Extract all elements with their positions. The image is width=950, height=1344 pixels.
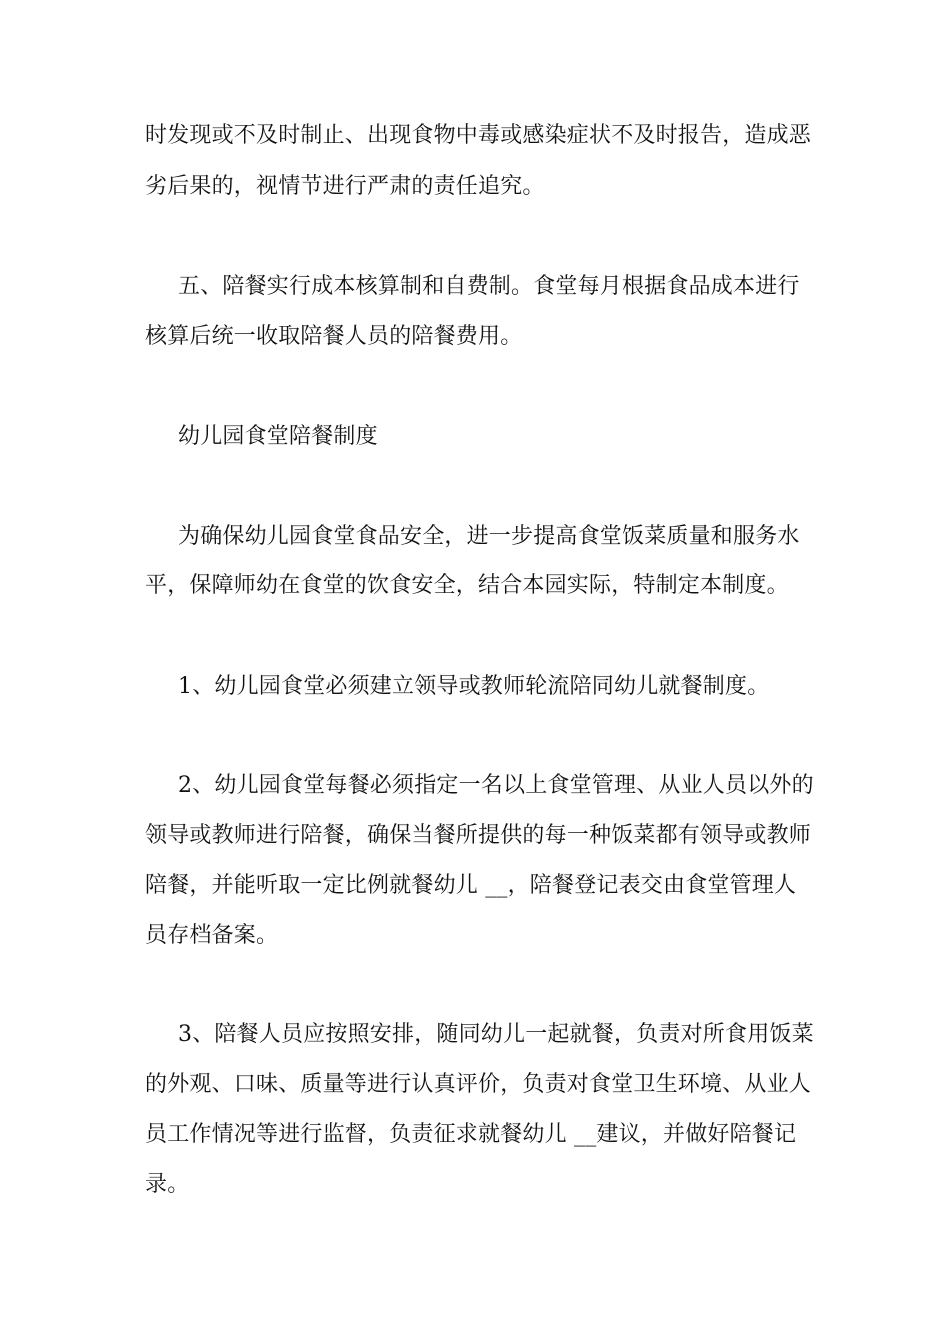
paragraph-line: 录。: [145, 1172, 190, 1197]
section-five-line: 五、陪餐实行成本核算制和自费制。食堂每月根据食品成本进行: [178, 274, 800, 299]
paragraph-line: 员工作情况等进行监督，负责征求就餐幼儿 __建议，并做好陪餐记: [145, 1122, 797, 1147]
intro-line: 为确保幼儿园食堂食品安全，进一步提高食堂饭菜质量和服务水: [178, 524, 800, 549]
paragraph-line: 领导或教师进行陪餐，确保当餐所提供的每一种饭菜都有领导或教师: [145, 823, 812, 848]
paragraph-line: 核算后统一收取陪餐人员的陪餐费用。: [145, 324, 523, 349]
paragraph-line: 时发现或不及时制止、出现食物中毒或感染症状不及时报告，造成恶: [145, 123, 812, 148]
paragraph-line: 陪餐，并能听取一定比例就餐幼儿 __，陪餐登记表交由食堂管理人: [145, 873, 797, 898]
document-heading: 幼儿园食堂陪餐制度: [178, 424, 378, 449]
paragraph-line: 员存档备案。: [145, 923, 279, 948]
paragraph-line: 劣后果的，视情节进行严肃的责任追究。: [145, 174, 545, 199]
rule-2-line: 2、幼儿园食堂每餐必须指定一名以上食堂管理、从业人员以外的: [178, 773, 814, 798]
rule-3-line: 3、陪餐人员应按照安排，随同幼儿一起就餐，负责对所食用饭菜: [178, 1022, 814, 1047]
paragraph-line: 的外观、口味、质量等进行认真评价，负责对食堂卫生环境、从业人: [145, 1072, 812, 1097]
paragraph-line: 平，保障师幼在食堂的饮食安全，结合本园实际，特制定本制度。: [145, 573, 789, 598]
rule-1-line: 1、幼儿园食堂必须建立领导或教师轮流陪同幼儿就餐制度。: [178, 674, 770, 699]
